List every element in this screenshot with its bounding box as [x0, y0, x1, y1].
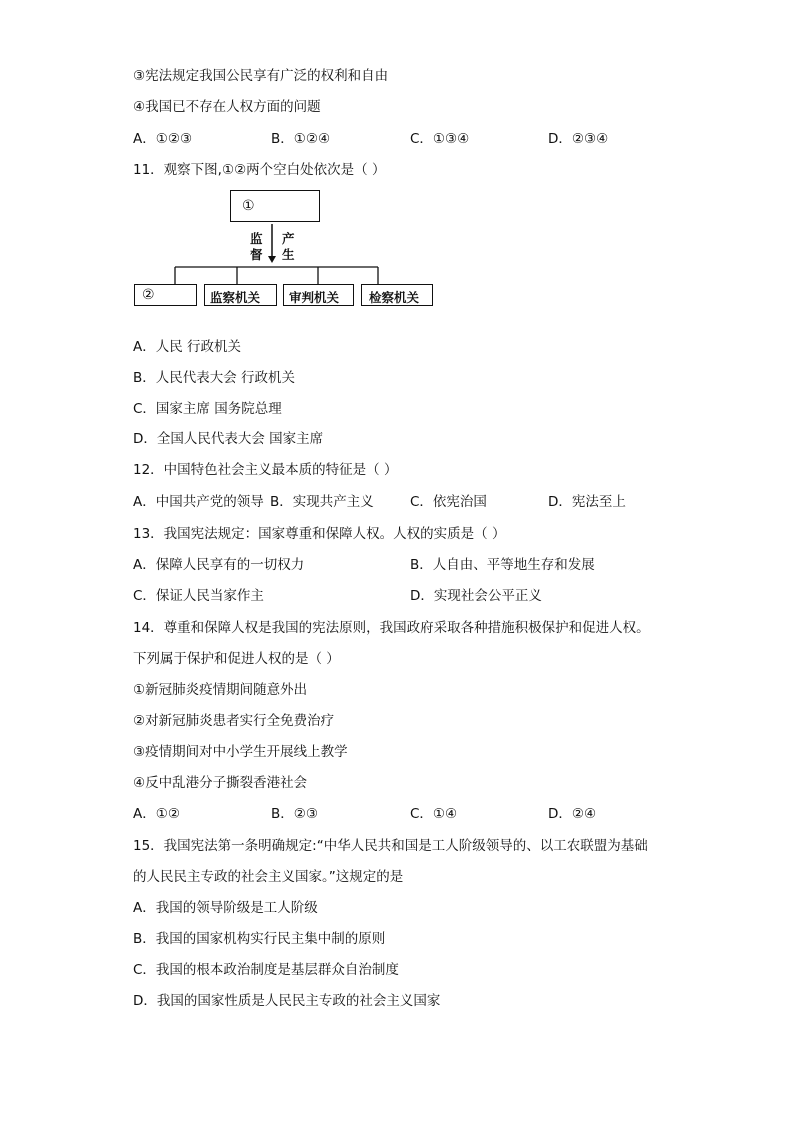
diagram-supervise-1: 监: [250, 231, 263, 246]
q14-stem-line-2: 下列属于保护和促进人权的是（ ）: [133, 651, 340, 667]
q10-option-a: A．①②③: [133, 131, 193, 147]
q14-option-a: A．①②: [133, 806, 180, 822]
diagram-box-judicial-label: 审判机关: [289, 290, 340, 305]
q14-item-2: ②对新冠肺炎患者实行全免费治疗: [133, 713, 335, 729]
q15-option-b: B．我国的国家机构实行民主集中制的原则: [133, 931, 386, 947]
diagram-produce-2: 生: [282, 247, 295, 262]
q11-option-d: D．全国人民代表大会 国家主席: [133, 431, 324, 447]
q12-stem: 12．中国特色社会主义最本质的特征是（ ）: [133, 462, 398, 478]
q15-option-a: A．我国的领导阶级是工人阶级: [133, 900, 318, 916]
diagram-box-2-label: ②: [142, 287, 155, 303]
q12-option-b: B．实现共产主义: [270, 494, 374, 510]
q10-option-c: C．①③④: [410, 131, 470, 147]
q13-option-d: D．实现社会公平正义: [410, 588, 542, 604]
q13-stem: 13．我国宪法规定：国家尊重和保障人权。人权的实质是（ ）: [133, 526, 506, 542]
q10-option-b: B．①②④: [271, 131, 331, 147]
q12-option-c: C．依宪治国: [410, 494, 487, 510]
q15-option-c: C．我国的根本政治制度是基层群众自治制度: [133, 962, 399, 978]
q12-option-a: A．中国共产党的领导: [133, 494, 264, 510]
q14-option-d: D．②④: [548, 806, 597, 822]
diagram-box-procuratorate-label: 检察机关: [369, 290, 420, 305]
q13-option-b: B．人自由、平等地生存和发展: [410, 557, 595, 573]
diagram-connector-lines: [0, 0, 794, 320]
q11-option-a: A．人民 行政机关: [133, 339, 242, 355]
arrow-down-icon: [268, 256, 276, 263]
q12-option-d: D．宪法至上: [548, 494, 626, 510]
diagram-supervise-2: 督: [250, 247, 263, 262]
q11-stem: 11．观察下图,①②两个空白处依次是（ ）: [133, 162, 386, 178]
q14-item-4: ④反中乱港分子撕裂香港社会: [133, 775, 308, 791]
q10-item-4: ④我国已不存在人权方面的问题: [133, 99, 321, 115]
q14-item-1: ①新冠肺炎疫情期间随意外出: [133, 682, 308, 698]
diagram-box-supervision-label: 监察机关: [210, 290, 261, 305]
q11-option-b: B．人民代表大会 行政机关: [133, 370, 296, 386]
diagram-produce-1: 产: [282, 231, 295, 246]
q11-option-c: C．国家主席 国务院总理: [133, 401, 282, 417]
q15-stem-line-2: 的人民民主专政的社会主义国家。”这规定的是: [133, 869, 404, 885]
q10-option-d: D．②③④: [548, 131, 609, 147]
q14-stem-line-1: 14．尊重和保障人权是我国的宪法原则，我国政府采取各种措施积极保护和促进人权。: [133, 620, 650, 636]
q14-option-c: C．①④: [410, 806, 458, 822]
q15-option-d: D．我国的国家性质是人民民主专政的社会主义国家: [133, 993, 441, 1009]
q14-option-b: B．②③: [271, 806, 318, 822]
q15-stem-line-1: 15．我国宪法第一条明确规定:“中华人民共和国是工人阶级领导的、以工农联盟为基础: [133, 838, 648, 854]
q13-option-c: C．保证人民当家作主: [133, 588, 264, 604]
diagram-top-box-label: ①: [242, 198, 255, 214]
q13-option-a: A．保障人民享有的一切权力: [133, 557, 305, 573]
q14-item-3: ③疫情期间对中小学生开展线上教学: [133, 744, 348, 760]
q10-item-3: ③宪法规定我国公民享有广泛的权利和自由: [133, 68, 389, 84]
